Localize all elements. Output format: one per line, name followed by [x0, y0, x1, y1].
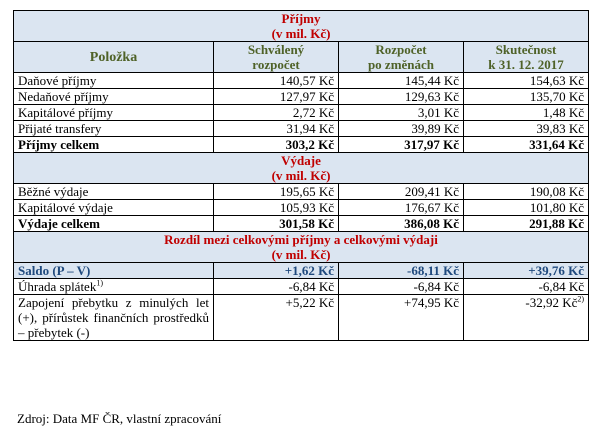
table-row [14, 121, 589, 137]
header-schvaleny [214, 42, 339, 73]
cell-skutecnost: 190,08 Kč [464, 184, 589, 200]
row-label: Kapitálové výdaje [14, 200, 214, 216]
section-title-prijmy: Příjmy [281, 11, 321, 26]
row-label: Daňové příjmy [14, 73, 214, 89]
cell-schvaleny: 105,93 Kč [214, 200, 339, 216]
row-label [14, 279, 214, 295]
cell-skutecnost: +39,76 Kč [464, 263, 589, 279]
cell-schvaleny: -6,84 Kč [214, 279, 339, 295]
saldo-row [14, 263, 589, 279]
cell-skutecnost: 101,80 Kč [464, 200, 589, 216]
cell-skutecnost: -6,84 Kč [464, 279, 589, 295]
cell-skutecnost: 1,48 Kč [464, 105, 589, 121]
cell-skutecnost [464, 295, 589, 341]
section-rozdil [14, 232, 589, 263]
cell-value: -32,92 Kč [525, 295, 578, 310]
row-label-text: Úhrada splátek [18, 279, 97, 294]
section-unit-vydaje: (v mil. Kč) [271, 168, 331, 183]
table-row [14, 184, 589, 200]
cell-zmeny: 386,08 Kč [339, 216, 464, 232]
cell-skutecnost: 135,70 Kč [464, 89, 589, 105]
row-label: Výdaje celkem [14, 216, 214, 232]
section-vydaje [14, 153, 589, 184]
section-title-cell [14, 11, 589, 42]
cell-zmeny: 129,63 Kč [339, 89, 464, 105]
cell-zmeny: 176,67 Kč [339, 200, 464, 216]
row-label: Nedaňové příjmy [14, 89, 214, 105]
header-schvaleny-line2: rozpočet [252, 57, 300, 72]
row-label: Zapojení přebytku z minulých let (+), přírůstek finančních prostředků – přebytek (-) [14, 295, 214, 341]
cell-zmeny: -68,11 Kč [339, 263, 464, 279]
section-title-vydaje: Výdaje [281, 153, 321, 168]
cell-zmeny: 3,01 Kč [339, 105, 464, 121]
cell-schvaleny: 301,58 Kč [214, 216, 339, 232]
row-label: Saldo (P – V) [14, 263, 214, 279]
header-skutecnost-line1: Skutečnost [495, 42, 557, 57]
cell-skutecnost: 291,88 Kč [464, 216, 589, 232]
cell-schvaleny: 2,72 Kč [214, 105, 339, 121]
cell-zmeny: 317,97 Kč [339, 137, 464, 153]
header-rozpocet-line2: po změnách [367, 57, 435, 72]
cell-skutecnost: 331,64 Kč [464, 137, 589, 153]
cell-zmeny: -6,84 Kč [339, 279, 464, 295]
section-unit-rozdil: (v mil. Kč) [271, 247, 331, 262]
header-rozpocet-line1: Rozpočet [375, 42, 427, 57]
source-note: Zdroj: Data MF ČR, vlastní zpracování [17, 411, 222, 426]
section-prijmy [14, 11, 589, 42]
cell-schvaleny: 127,97 Kč [214, 89, 339, 105]
cell-schvaleny: 195,65 Kč [214, 184, 339, 200]
cell-zmeny: +74,95 Kč [339, 295, 464, 341]
table-row [14, 89, 589, 105]
cell-skutecnost: 154,63 Kč [464, 73, 589, 89]
cell-schvaleny: +5,22 Kč [214, 295, 339, 341]
header-polozka: Položka [14, 42, 214, 73]
cell-zmeny: 39,89 Kč [339, 121, 464, 137]
section-title-cell [14, 153, 589, 184]
cell-schvaleny: 140,57 Kč [214, 73, 339, 89]
cell-schvaleny: +1,62 Kč [214, 263, 339, 279]
row-label: Příjmy celkem [14, 137, 214, 153]
footnote-marker: 1) [96, 278, 104, 288]
cell-zmeny: 145,44 Kč [339, 73, 464, 89]
row-label: Kapitálové příjmy [14, 105, 214, 121]
cell-skutecnost: 39,83 Kč [464, 121, 589, 137]
zapojeni-row [14, 295, 589, 341]
header-schvaleny-line1: Schválený [247, 42, 305, 57]
cell-schvaleny: 31,94 Kč [214, 121, 339, 137]
table-row [14, 73, 589, 89]
section-title-cell [14, 232, 589, 263]
header-skutecnost [464, 42, 589, 73]
total-row-prijmy [14, 137, 589, 153]
budget-table [13, 10, 589, 341]
table-header-row [14, 42, 589, 73]
header-skutecnost-line2: k 31. 12. 2017 [488, 57, 564, 72]
table-row [14, 105, 589, 121]
uhrada-row [14, 279, 589, 295]
total-row-vydaje [14, 216, 589, 232]
section-unit-prijmy: (v mil. Kč) [271, 26, 331, 41]
footnote-marker: 2) [577, 294, 585, 304]
table-row [14, 200, 589, 216]
row-label: Běžné výdaje [14, 184, 214, 200]
section-title-rozdil: Rozdíl mezi celkovými příjmy a celkovými výdaji [164, 232, 438, 247]
row-label: Přijaté transfery [14, 121, 214, 137]
header-rozpocet [339, 42, 464, 73]
cell-schvaleny: 303,2 Kč [214, 137, 339, 153]
cell-zmeny: 209,41 Kč [339, 184, 464, 200]
